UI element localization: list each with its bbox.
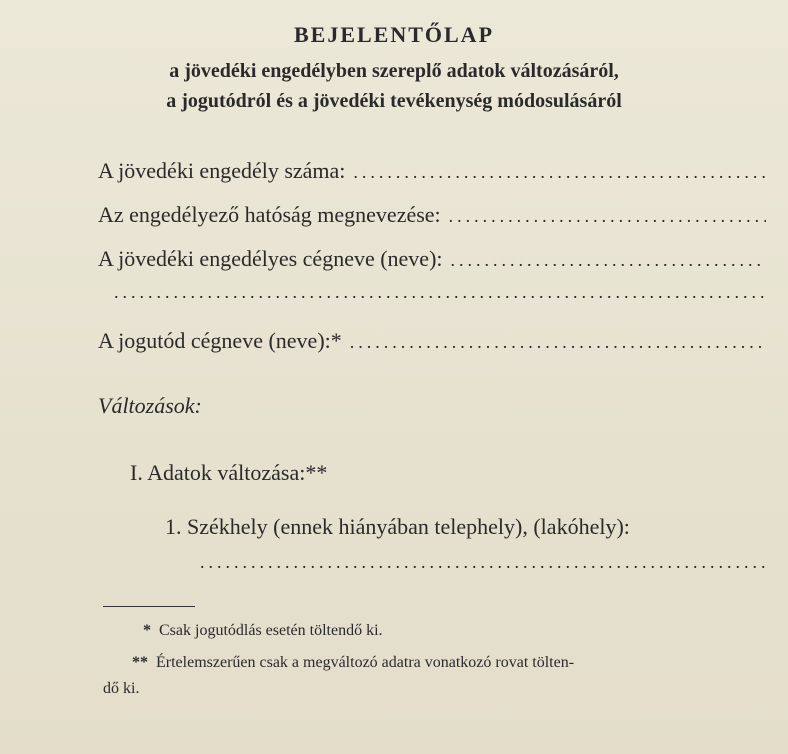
issuing-authority-label: Az engedélyező hatóság megnevezése: (98, 202, 441, 227)
footnote-1-text: Csak jogutódlás esetén töltendő ki. (159, 622, 383, 639)
footnote-2 (132, 654, 574, 672)
footnote-1 (143, 622, 383, 640)
issuing-authority-field[interactable] (98, 202, 766, 228)
licensee-name-fill-line-2[interactable] (114, 282, 766, 303)
license-number-label: A jövedéki engedély száma: (98, 158, 346, 183)
footnote-2-text-line1: Értelemszerűen csak a megváltozó adatra vonatkozó rovat tölten- (156, 654, 575, 671)
footnote-1-mark: * (143, 622, 151, 639)
successor-name-fill-line[interactable] (350, 332, 766, 353)
licensee-name-fill-line[interactable] (451, 250, 766, 271)
form-subtitle-line2: a jogutódról és a jövedéki tevékenység módosulásáról (166, 90, 622, 112)
license-number-field[interactable] (98, 158, 766, 184)
footnote-2-mark: ** (132, 654, 148, 671)
issuing-authority-fill-line[interactable] (449, 206, 766, 227)
licensee-name-label: A jövedéki engedélyes cégneve (neve): (98, 246, 443, 271)
seat-address-item-label: 1. Székhely (ennek hiányában telephely), (lakóhely): (165, 514, 630, 539)
form-subtitle-line1: a jövedéki engedélyben szereplő adatok változásáról, (169, 60, 619, 82)
footnote-divider (103, 606, 195, 607)
license-number-fill-line[interactable] (353, 162, 766, 183)
seat-address-fill-line[interactable] (200, 552, 766, 573)
licensee-name-field[interactable] (98, 246, 766, 272)
data-changes-section-heading: I. Adatok változása:** (130, 460, 328, 485)
successor-name-label: A jogutód cégneve (neve):* (98, 328, 342, 353)
successor-name-field[interactable] (98, 328, 766, 354)
form-title: BEJELENTŐLAP (293, 22, 495, 47)
footnote-2-text-line2: dő ki. (103, 680, 140, 697)
changes-heading: Változások: (98, 393, 202, 418)
